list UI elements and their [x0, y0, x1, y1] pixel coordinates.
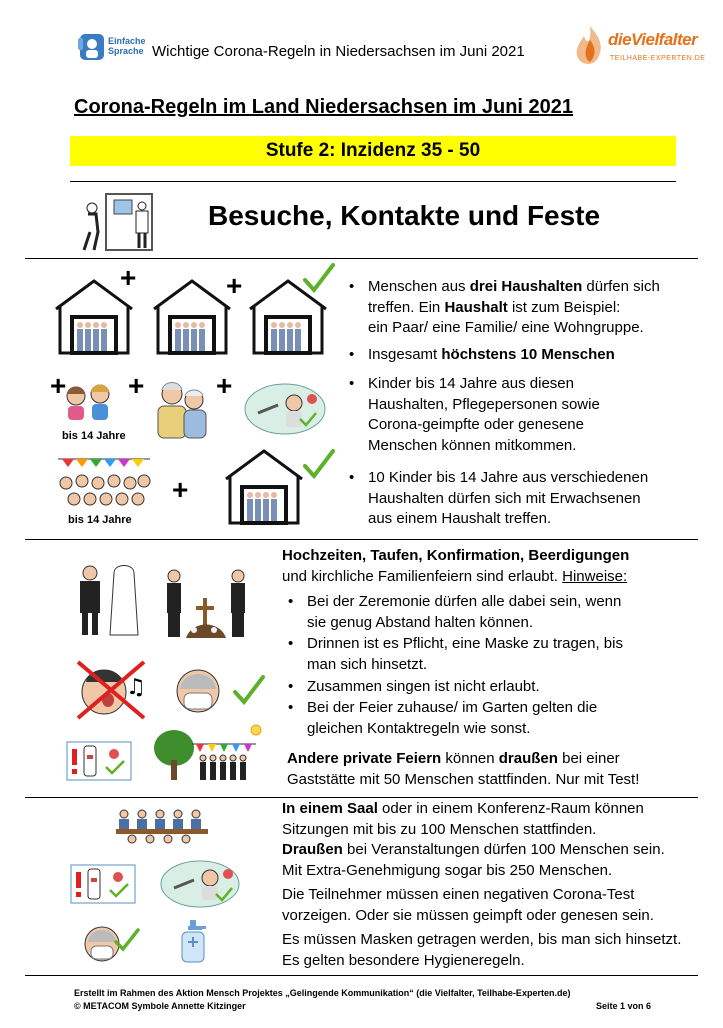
vielfalter-name: dieVielfalter — [608, 30, 698, 49]
garden-party-icon — [152, 724, 264, 780]
bullet-dot: • — [288, 635, 294, 652]
bullet-dot: • — [349, 375, 355, 392]
text: Seite — [596, 1001, 621, 1011]
text: 1 — [620, 1001, 626, 1011]
plus-icon: + — [120, 262, 137, 293]
text-bold: höchstens 10 Menschen — [441, 346, 615, 363]
bullet-dot: • — [349, 278, 355, 295]
text-bold: Haushalt — [444, 298, 508, 316]
house-people-icon — [222, 445, 306, 525]
text: treffen. Ein — [368, 298, 445, 316]
text: dürfen sich — [582, 278, 660, 295]
vaccination-icon — [244, 383, 326, 435]
plus-icon: + — [50, 370, 67, 401]
text: gleichen Kontaktregeln wie sonst. — [307, 719, 531, 737]
bullet-dot: • — [349, 346, 355, 363]
divider — [25, 539, 698, 540]
text: und kirchliche Familienfeiern sind erlaubt. — [282, 567, 563, 585]
text: ein Paar/ eine Familie/ eine Wohngruppe. — [368, 319, 644, 336]
einfache-sprache-label — [108, 36, 146, 56]
text: Menschen können mitkommen. — [368, 436, 577, 454]
test-icon — [66, 741, 132, 781]
text: ist zum Beispiel: — [507, 298, 621, 316]
logo-text-1: Einfache — [108, 36, 146, 46]
text-bold: drei Haushalten — [469, 278, 583, 295]
grandparents-icon — [152, 380, 212, 442]
kids-age-label: bis 14 Jahre — [62, 430, 126, 442]
text: Zusammen singen ist nicht erlaubt. — [307, 678, 540, 695]
plus-icon: + — [216, 370, 233, 401]
divider — [25, 258, 698, 259]
check-icon — [232, 674, 266, 706]
bullet-haushalte — [349, 277, 698, 339]
bullet-dot: • — [288, 678, 294, 695]
text: Drinnen ist es Pflicht, eine Maske zu tragen, bis — [307, 635, 623, 652]
mask-face-icon — [170, 667, 226, 717]
kids-group-icon — [56, 457, 152, 513]
check-icon — [302, 448, 336, 480]
text: Bei der Zeremonie dürfen alle dabei sein, wenn — [307, 593, 622, 610]
svg-text:♫: ♫ — [126, 675, 146, 700]
text: Die Teilnehmer müssen einen negativen Corona-Test — [282, 886, 635, 903]
stufe-text: Stufe 2: Inzidenz 35 - 50 — [265, 140, 481, 161]
wedding-icon — [74, 565, 146, 637]
text: Es gelten besondere Hygieneregeln. — [282, 951, 525, 969]
divider — [70, 181, 676, 182]
test-icon — [70, 864, 136, 904]
stufe-banner — [70, 136, 676, 166]
text: bei einer — [557, 750, 620, 767]
section-title-besuche: Besuche, Kontakte und Feste — [208, 200, 601, 231]
text: vorzeigen. Oder sie müssen geimpft oder genesen sein. — [282, 906, 654, 924]
text: Mit Extra-Genehmigung sogar bis 250 Menschen. — [282, 861, 613, 879]
bullet-dot: • — [349, 469, 355, 486]
text: sie genug Abstand halten können. — [307, 613, 534, 631]
text: 10 Kinder bis 14 Jahre aus verschiedenen — [368, 469, 649, 486]
hochzeiten-heading — [282, 546, 629, 587]
bullet-dot: • — [288, 593, 294, 610]
text-bold: draußen — [498, 750, 558, 767]
bullet-10-kinder — [349, 468, 698, 530]
vielfalter-logo — [570, 22, 610, 70]
text: Corona-geimpfte oder genesene — [368, 416, 584, 433]
text: man sich hinsetzt. — [307, 655, 428, 673]
section3-text — [282, 799, 702, 971]
vielfalter-sub: TEILHABE-EXPERTEN.DE — [610, 55, 706, 62]
bullet-kinder — [349, 374, 698, 456]
kids-age-label: bis 14 Jahre — [68, 514, 132, 526]
check-icon — [114, 928, 140, 952]
flame-icon — [570, 22, 610, 70]
plus-icon: + — [172, 474, 189, 505]
text: Haushalten dürfen sich mit Erwachsenen — [368, 489, 641, 507]
header-title: Wichtige Corona-Regeln in Niedersachsen im Juni 2021 — [152, 43, 525, 60]
bullet-zeremonie — [288, 592, 687, 633]
funeral-icon — [164, 568, 248, 640]
page-title: Corona-Regeln im Land Niedersachsen im Juni 2021 — [74, 96, 574, 118]
text: Insgesamt — [368, 346, 442, 363]
bullet-singen — [288, 677, 687, 698]
text-bold: Hochzeiten, Taufen, Konfirmation, Beerdigungen — [282, 547, 630, 564]
text: können — [441, 750, 499, 767]
einfache-sprache-logo-icon — [78, 30, 108, 62]
divider — [25, 975, 698, 976]
text-bold: Andere private Feiern — [287, 750, 442, 767]
einfache-sprache-logo — [78, 30, 108, 62]
vaccination-icon — [160, 860, 240, 908]
text: aus einem Haushalt treffen. — [368, 510, 552, 527]
no-singing-icon — [74, 658, 154, 722]
footer-credit: Erstellt im Rahmen des Aktion Mensch Projektes „Gelingende Kommunikation“ (die Vielfalter, Teilhabe-Experten.de) — [74, 988, 571, 998]
plus-icon: + — [226, 270, 243, 301]
bullet-dot: • — [288, 699, 294, 716]
footer-copyright: © METACOM Symbole Annette Kitzinger — [74, 1001, 246, 1011]
text: Haushalten, Pflegepersonen sowie — [368, 395, 600, 413]
text-bold: In einem Saal — [282, 800, 378, 817]
text: Gaststätte mit 50 Menschen stattfinden. Nur mit Test! — [287, 770, 640, 788]
page-number — [596, 1001, 651, 1011]
bullet-max-menschen — [349, 345, 698, 366]
text: Kinder bis 14 Jahre aus diesen — [368, 375, 574, 392]
divider — [25, 797, 698, 798]
house-people-icon — [150, 275, 234, 355]
kids-icon — [62, 378, 122, 428]
text: von — [625, 1001, 647, 1011]
meeting-icon — [116, 808, 212, 848]
visitor-door-icon — [78, 192, 158, 254]
plus-icon: + — [128, 370, 145, 401]
sanitizer-icon — [178, 920, 208, 964]
text: Sitzungen mit bis zu 100 Menschen stattfinden. — [282, 820, 597, 838]
private-feiern-paragraph — [287, 749, 639, 790]
text: bei Veranstaltungen dürfen 100 Menschen sein. — [342, 841, 665, 858]
check-icon — [302, 262, 336, 294]
text-underlined: Hinweise: — [562, 567, 628, 585]
text: Menschen aus — [368, 278, 470, 295]
bullet-feier-zuhause — [288, 698, 687, 739]
logo-text-2: Sprache — [108, 46, 144, 56]
bullet-maske — [288, 634, 687, 675]
text-bold: Draußen — [282, 841, 343, 858]
text: 6 — [646, 1001, 652, 1011]
text: Bei der Feier zuhause/ im Garten gelten die — [307, 699, 598, 716]
text: Es müssen Masken getragen werden, bis man sich hinsetzt. — [282, 931, 682, 948]
text: oder in einem Konferenz-Raum können — [377, 800, 644, 817]
